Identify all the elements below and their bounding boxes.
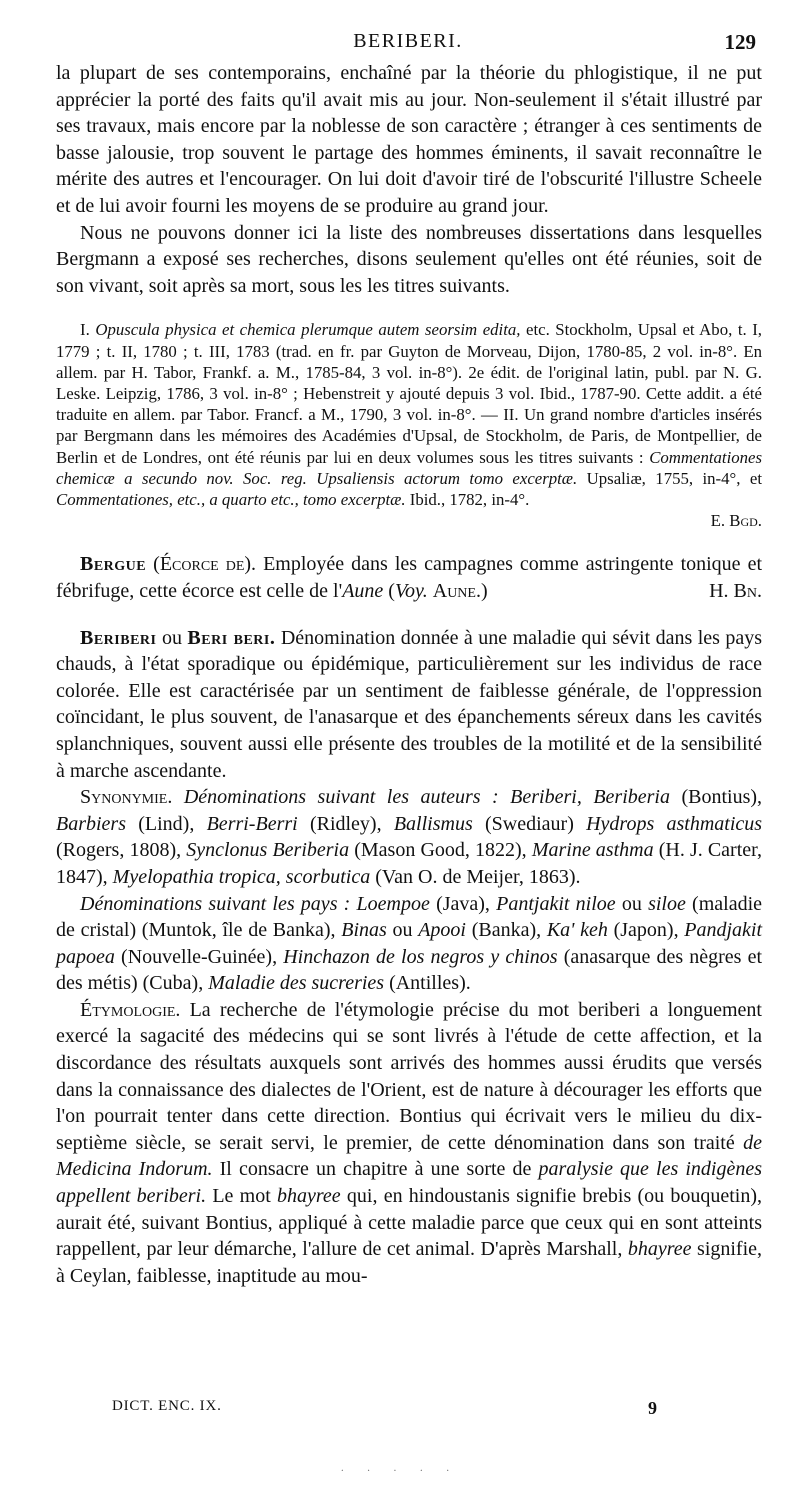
pays-item: Hinchazon de los negros y chinos (anasarque des nègres et des métis) (Cuba), (56, 945, 763, 995)
pays-item: Ka' keh (Japon), (546, 919, 679, 942)
biblio-text-1: etc. Stockholm, Upsal et Abo, t. I, 1779 ; t. II, 1780 ; t. III, 1783 (trad. en fr. par Guyton de Morveau, Dijon, 1780-85, 2 vol. in-8°. En allem. par H. Tabor, Frankf. a. M., 1785-84, 3 vol. in-8°). 2e édit. de l'original latin, publ. par N. G. Leske. Leipzig, 1786, 3 vol. in-8° ; Hebenstreit y ajouté depuis 3 vol. Ibid., 1787-90. Cette addit. a été traduite en allem. par Tabor. Francf. a M., 1790, 3 vol. in-8°. — II. Un grand nombre d'articles insérés par Bergmann dans les mémoires des Académies d'Upsal, de Stockholm, de Paris, de Montpellier, de Berlin et de Londres, ont été réunis par lui en deux volumes sous les titres suivants : (56, 320, 762, 467)
pays-item: Loempoe (Java), (356, 892, 490, 915)
pays-item: siloe (maladie de cristal) (Muntok, île de Banka), (56, 892, 763, 942)
biblio-number: I. (80, 320, 90, 340)
entry-bergue: Bergue (Écorce de). Employée dans les campagnes comme astringente tonique et fébrifuge, cette écorce est celle de l'Aune (Voy. Aune.) H. Bn. (56, 551, 762, 604)
entry-gloss-bergue: (Écorce de). (153, 553, 257, 576)
synonym-item: Marine asthma (H. J. Carter, 1847), (56, 839, 763, 888)
bergue-text: Employée dans les campagnes comme astringente tonique et fébrifuge, cette écorce est celle de l' (56, 553, 763, 602)
synonym-item: Myelopathia tropica, scorbutica (Van O. de Meijer, 1863). (112, 865, 581, 888)
paragraph-synonymie (56, 784, 762, 890)
page-edge-specks: · · · · · (340, 1466, 460, 1477)
synonym-item: Synclonus Beriberia (Mason Good, 1822), (186, 839, 527, 862)
entry-term-beri-beri: Beri beri. (187, 626, 276, 649)
biblio-title-opuscula: Opuscula physica et chemica plerumque autem seorsim edita, (95, 320, 521, 340)
biblio-text-3: Ibid., 1782, in-4°. (409, 489, 530, 509)
pays-heading: Dénominations suivant les pays : (80, 892, 351, 915)
synonym-item: Ballismus (Swediaur) (393, 812, 574, 835)
pays-item: Pantjakit niloe ou (496, 892, 642, 915)
page-body (56, 60, 762, 1289)
synonymie-heading: Dénominations suivant les auteurs : (183, 786, 499, 809)
pays-item: Binas ou (341, 919, 413, 942)
etymologie-label: Étymologie. (80, 998, 181, 1021)
synonym-item: Hydrops asthmaticus (Rogers, 1808), (56, 812, 763, 862)
paragraph-etymologie: Étymologie. La recherche de l'étymologie précise du mot beriberi a longuement exercé la sagacité des médecins qui se sont livrés à l'étude de cette affection, et la discordance des résultats auxquels sont arrivés des hommes aussi érudits que versés dans la connaissance des dialectes de l'Orient, est de nature à décourager les efforts que l'on pourrait tenter dans cette direction. Bontius qui écrivait vers le milieu du dix-septième siècle, se serait servi, le premier, de cette dénomination dans son traité de Medicina Indorum. Il consacre un chapitre à une sorte de paralysie que les indigènes appellent beriberi. Le mot bhayree qui, en hindoustanis signifie brebis (ou bouquetin), aurait été, suivant Bontius, appliqué à cette maladie parce que ceux qui en sont atteints rappellent, par leur démarche, l'allure de cet animal. D'après Marshall, bhayree signifie, à Ceylan, faiblesse, inaptitude au mou- (56, 998, 763, 1287)
bergue-voy: Voy. (394, 579, 428, 602)
synonym-item: Barbiers (Lind), (56, 812, 195, 835)
synonym-item: Berri-Berri (Ridley), (206, 812, 382, 835)
biblio-signature: E. Bgd. (710, 511, 762, 531)
page-number: 129 (724, 30, 756, 54)
etym-title-paralysie: paralysie que les indigènes appellent beriberi. (56, 1158, 762, 1208)
biblio-title-commentationes: Commentationes chemicæ a secundo nov. Soc. reg. Upsaliensis actorum tomo excerptæ. (56, 447, 762, 488)
entry-term-beriberi: Beriberi (80, 626, 157, 649)
entry-beriberi: Beriberi ou Beri beri. Dénomination donnée à une maladie qui sévit dans les pays chauds, à l'état sporadique ou épidémique, particulièrement sur les individus de race colorée. Elle est caractérisée par un sentiment de faiblesse générale, de l'oppression coïncidant, le plus souvent, de l'anasarque et des épanchements séreux dans les cavités splanchniques, souvent aussi elle présente des troubles de la motilité et de la sensibilité à marche ascendante. (56, 626, 763, 782)
pays-item: Pandjakit papoea (Nouvelle-Guinée), (56, 919, 763, 968)
bergue-aune: Aune (342, 579, 384, 602)
bergue-author: H. Bn. (709, 579, 762, 602)
pays-item: Maladie des sucreries (Antilles). (208, 972, 471, 995)
beriberi-definition: Dénomination donnée à une maladie qui sévit dans les pays chauds, à l'état sporadique ou épidémique, particulièrement sur les individus de race colorée. Elle est caractérisée par un sentiment de faiblesse générale, de l'oppression coïncidant, le plus souvent, de l'anasarque et des épanchements séreux dans les cavités splanchniques, souvent aussi elle présente des troubles de la motilité et de la sensibilité à marche ascendante. (56, 626, 763, 782)
bibliography-block (56, 319, 762, 510)
running-title: BERIBERI. (353, 30, 463, 52)
paragraph-pays (56, 891, 762, 997)
paragraph-bergmann-continued: la plupart de ses contemporains, enchaîné par la théorie du phlogistique, il ne put apprécier la porté des faits qu'il avait mis au jour. Non-seulement il s'était illustré par ses travaux, mais encore par la noblesse de son caractère ; étranger à ces sentiments de basse jalousie, trop souvent le partage des hommes éminents, il savait reconnaître le mérite des autres et l'encourager. On lui doit d'avoir tiré de l'obscurité l'illustre Scheele et de lui avoir fourni les moyens de se produire au grand jour. (56, 62, 762, 217)
synonym-item: Beriberi, (510, 786, 582, 809)
biblio-title-commentationes-2: Commentationes, etc., a quarto etc., tomo excerptæ. (56, 489, 406, 509)
page-header (56, 30, 760, 60)
biblio-text-2: Upsaliæ, 1755, in-4°, et (586, 468, 762, 488)
footer-dictionary-ref: DICT. ENC. IX. (112, 1398, 222, 1414)
signature-mark: 9 (648, 1398, 657, 1418)
page-footer (112, 1398, 672, 1422)
bergue-ref: Aune (432, 579, 476, 602)
etym-title-medicina: de Medicina Indorum. (56, 1131, 763, 1181)
entry-term-bergue: Bergue (80, 553, 147, 576)
etym-word-bhayree: bhayree (277, 1185, 341, 1208)
synonym-item: Beriberia (Bontius), (593, 786, 763, 809)
etym-word-bhayree-2: bhayree (627, 1238, 692, 1261)
pays-item: Apooi (Banka), (418, 919, 542, 942)
synonymie-label: Synonymie. (80, 786, 173, 809)
paragraph-dissertations: Nous ne pouvons donner ici la liste des nombreuses dissertations dans lesquelles Bergmann a exposé ses recherches, disons seulement qu'elles ont été réunies, soit de son vivant, soit après sa mort, sous les les titres suivants. (56, 221, 762, 297)
